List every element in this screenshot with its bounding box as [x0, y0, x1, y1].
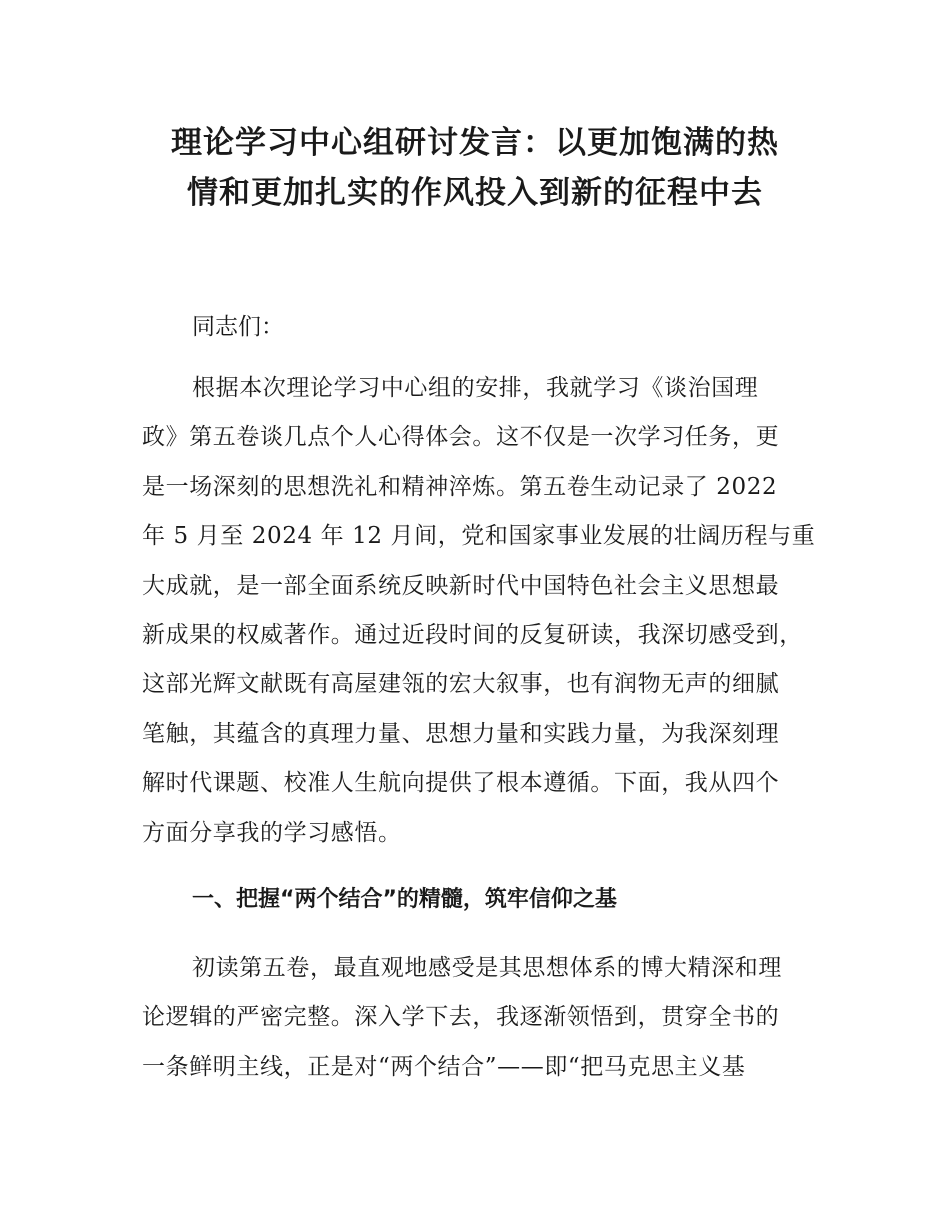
paragraph-line: 方面分享我的学习感悟。 — [142, 819, 402, 846]
paragraph-section-1 — [142, 944, 842, 1092]
paragraph-line: 政》第五卷谈几点个人心得体会。这不仅是一次学习任务，更 — [142, 424, 780, 451]
paragraph-line: 一条鲜明主线，正是对“两个结合”——即“把马克思主义基 — [142, 1053, 746, 1080]
paragraph-line: 初读第五卷，最直观地感受是其思想体系的博大精深和理 — [192, 955, 782, 981]
paragraph-line: 新成果的权威著作。通过近段时间的反复研读，我深切感受到， — [142, 621, 803, 648]
paragraph-intro — [142, 364, 842, 858]
document-title — [120, 118, 830, 218]
paragraph-line: 是一场深刻的思想洗礼和精神淬炼。第五卷生动记录了 2022 — [142, 473, 778, 500]
section-heading-1: 一、把握“两个结合”的精髓，筑牢信仰之基 — [192, 887, 617, 912]
paragraph-line: 论逻辑的严密完整。深入学下去，我逐渐领悟到，贯穿全书的 — [142, 1004, 780, 1031]
paragraph-line: 笔触，其蕴含的真理力量、思想力量和实践力量，为我深刻理 — [142, 720, 780, 747]
title-line: 理论学习中心组研讨发言：以更加饱满的热 — [171, 125, 779, 161]
paragraph-line: 解时代课题、校准人生航向提供了根本遵循。下面，我从四个 — [142, 770, 780, 797]
paragraph-line: 根据本次理论学习中心组的安排，我就学习《谈治国理 — [192, 375, 759, 401]
paragraph-line: 年 5 月至 2024 年 12 月间，党和国家事业发展的壮阔历程与重 — [142, 523, 816, 550]
title-line: 情和更加扎实的作风投入到新的征程中去 — [187, 175, 763, 211]
paragraph-line: 大成就，是一部全面系统反映新时代中国特色社会主义思想最 — [142, 572, 780, 599]
paragraph-line: 这部光辉文献既有高屋建瓴的宏大叙事，也有润物无声的细腻 — [142, 671, 780, 698]
salutation: 同志们： — [192, 314, 284, 340]
